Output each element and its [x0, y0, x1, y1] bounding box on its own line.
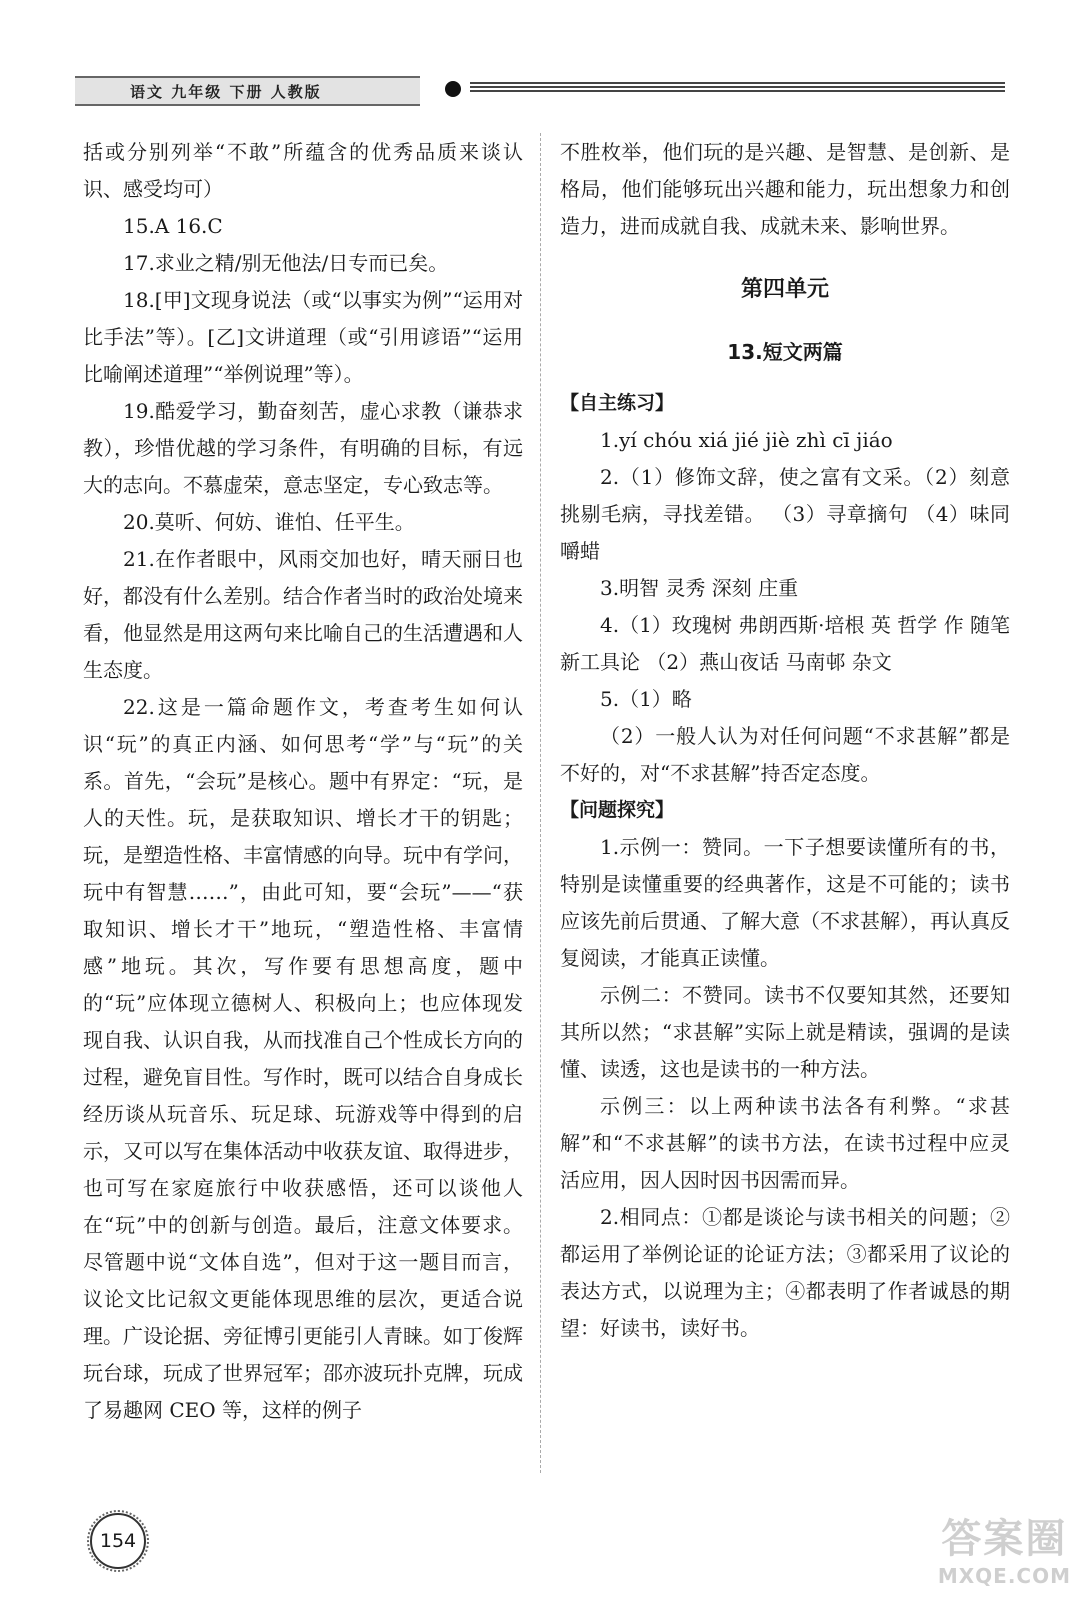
header-dot-ornament	[445, 81, 461, 97]
right-column	[560, 134, 1010, 1347]
answer-15-16: 15.A 16.C	[123, 214, 223, 238]
practice-1: 1.yí chóu xiá jié jiè zhì cī jiáo	[600, 428, 893, 452]
answer-21: 21.在作者眼中，风雨交加也好，晴天丽日也好，都没有什么差别。结合作者当时的政治处境来看，他显然是用这两句来比喻自己的生活遭遇和人生态度。	[83, 547, 523, 682]
answer-18: 18.[甲]文现身说法（或“以事实为例”“运用对比手法”等）。[乙]文讲道理（或“引用谚语”“运用比喻阐述道理”“举例说理”等）。	[83, 288, 523, 386]
inquiry-2: 2.相同点：①都是谈论与读书相关的问题；②都运用了举例论证的论证方法；③都采用了议论的表达方式，以说理为主；④都表明了作者诚恳的期望：好读书，读好书。	[560, 1205, 1010, 1340]
practice-2: 2.（1）修饰文辞，使之富有文采。（2）刻意挑剔毛病，寻找差错。 （3）寻章摘句 （4）味同嚼蜡	[560, 465, 1010, 563]
answer-20: 20.莫听、何妨、谁怕、任平生。	[123, 510, 415, 534]
section-heading-inquiry: 【问题探究】	[560, 799, 675, 821]
unit-title: 第四单元	[740, 277, 829, 302]
header-label-box	[75, 76, 420, 106]
inquiry-1-example-3: 示例三：以上两种读书法各有利弊。“求甚解”和“不求甚解”的读书方法，在读书过程中应灵活应用，因人因时因书因需而异。	[560, 1094, 1010, 1192]
inquiry-1-example-1: 1.示例一：赞同。一下子想要读懂所有的书，特别是读懂重要的经典著作，这是不可能的；读书应该先前后贯通、了解大意（不求甚解），再认真反复阅读，才能真正读懂。	[560, 835, 1010, 970]
lesson-title: 13.短文两篇	[727, 340, 843, 364]
page-number: 154	[90, 1513, 146, 1569]
practice-4: 4.（1）玫瑰树 弗朗西斯·培根 英 哲学 作 随笔 新工具论 （2）燕山夜话 马南邨 杂文	[560, 613, 1010, 674]
page-header	[75, 74, 1005, 106]
answer-19: 19.酷爱学习，勤奋刻苦，虚心求教（谦恭求教），珍惜优越的学习条件，有明确的目标，有远大的志向。不慕虚荣，意志坚定，专心致志等。	[83, 399, 523, 497]
header-text: 语文 九年级 下册 人教版	[130, 83, 322, 101]
practice-5: 5.（1）略	[600, 687, 692, 711]
section-heading-practice: 【自主练习】	[560, 392, 675, 414]
left-column	[83, 134, 523, 1429]
header-rule-lines	[470, 82, 1005, 96]
inquiry-1-example-2: 示例二：不赞同。读书不仅要知其然，还要知其所以然；“求甚解”实际上就是精读，强调的是读懂、读透，这也是读书的一种方法。	[560, 983, 1010, 1081]
watermark-url: MXQE.COM	[937, 1564, 1071, 1588]
column-divider	[540, 133, 541, 1473]
practice-3: 3.明智 灵秀 深刻 庄重	[600, 576, 799, 600]
answer-22-continuation: 不胜枚举，他们玩的是兴趣、是智慧、是创新、是格局，他们能够玩出兴趣和能力，玩出想象力和创造力，进而成就自我、成就未来、影响世界。	[560, 140, 1010, 238]
answer-17: 17.求业之精/别无他法/日专而已矣。	[123, 251, 449, 275]
watermark-logo: 答案圈	[941, 1516, 1068, 1562]
answer-continuation: 括或分别列举“不敢”所蕴含的优秀品质来谈认识、感受均可）	[83, 140, 523, 201]
practice-5-2: （2）一般人认为对任何问题“不求甚解”都是不好的，对“不求甚解”持否定态度。	[560, 724, 1010, 785]
watermark	[938, 1507, 1071, 1588]
answer-22: 22.这是一篇命题作文，考查考生如何认识“玩”的真正内涵、如何思考“学”与“玩”的关系。首先，“会玩”是核心。题中有界定：“玩，是人的天性。玩，是获取知识、增长才干的钥匙；玩，是塑造性格、丰富情感的向导。玩中有学问，玩中有智慧……”，由此可知，要“会玩”——“获取知识、增长才干”地玩，“塑造性格、丰富情感”地玩。其次，写作要有思想高度，题中的“玩”应体现立德树人、积极向上；也应体现发现自我、认识自我，从而找准自己个性成长方向的过程，避免盲目性。写作时，既可以结合自身成长经历谈从玩音乐、玩足球、玩游戏等中得到的启示，又可以写在集体活动中收获友谊、取得进步，也可写在家庭旅行中收获感悟，还可以谈他人在“玩”中的创新与创造。最后，注意文体要求。尽管题中说“文体自选”，但对于这一题目而言，议论文比记叙文更能体现思维的层次，更适合说理。广设论据、旁征博引更能引人青睐。如丁俊辉玩台球，玩成了世界冠军；邵亦波玩扑克牌，玩成了易趣网 CEO 等，这样的例子	[83, 695, 523, 1422]
